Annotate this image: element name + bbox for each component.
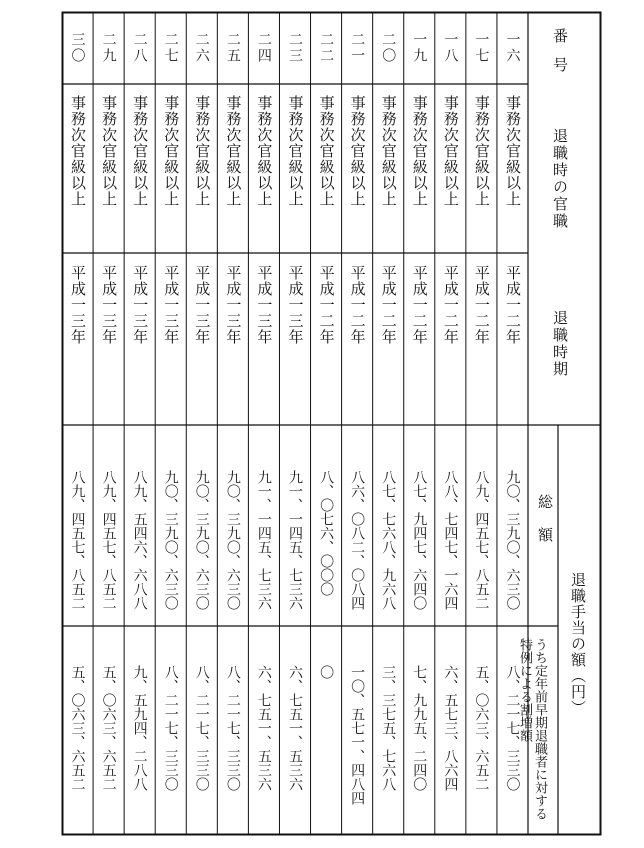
cell-position — [404, 95, 435, 207]
cell-number-text: 二八 — [131, 32, 148, 64]
cell-period — [311, 265, 342, 345]
cell-total-text: 八七、九四七、六四〇 — [411, 470, 428, 610]
cell-number-text: 一八 — [442, 32, 459, 64]
cell-number — [373, 32, 404, 64]
cell-total-text: 九〇、三九〇、六三〇 — [504, 470, 521, 610]
cell-special-text: 〇 — [318, 665, 335, 679]
header-special-text: うち定年前早期退職者に対する特例による割増額 — [517, 638, 547, 820]
cell-position — [124, 95, 155, 207]
cell-position — [93, 95, 124, 207]
cell-special-text: 三、三七五、七六八 — [380, 665, 397, 791]
cell-total — [93, 470, 124, 610]
cell-special — [279, 665, 310, 791]
cell-number-text: 二〇 — [380, 32, 397, 64]
cell-period-text: 平成一二年 — [410, 265, 429, 345]
cell-number — [124, 32, 155, 64]
cell-total — [466, 470, 497, 610]
cell-position-text: 事務次官級以上 — [193, 95, 212, 207]
cell-special-text: 九、五九四、二八八 — [131, 665, 148, 791]
cell-number — [186, 32, 217, 64]
cell-period-text: 平成一三年 — [131, 265, 150, 345]
cell-special-text: 八、二一七、三三〇 — [224, 665, 241, 791]
cell-total-text: 九〇、三九〇、六三〇 — [193, 470, 210, 610]
cell-period-text: 平成一二年 — [348, 265, 367, 345]
cell-position — [279, 95, 310, 207]
cell-total — [279, 470, 310, 610]
cell-special — [466, 665, 497, 791]
cell-position — [155, 95, 186, 207]
cell-position-text: 事務次官級以上 — [410, 95, 429, 207]
cell-total — [435, 470, 466, 610]
cell-number-text: 三〇 — [69, 32, 86, 64]
cell-special-text: 六、五七三、八六四 — [442, 665, 459, 791]
header-total: 総額 — [536, 494, 554, 560]
cell-special — [497, 665, 528, 791]
cell-position-text: 事務次官級以上 — [69, 95, 88, 207]
cell-special — [342, 665, 373, 805]
cell-number-text: 二五 — [224, 32, 241, 64]
cell-position — [466, 95, 497, 207]
cell-position-text: 事務次官級以上 — [503, 95, 522, 207]
cell-period — [279, 265, 310, 345]
header-number: 番号 — [551, 28, 569, 86]
cell-total — [248, 470, 279, 610]
cell-total-text: 八、〇七六、〇〇〇 — [318, 470, 335, 596]
cell-special — [435, 665, 466, 791]
cell-position-text: 事務次官級以上 — [162, 95, 181, 207]
cell-number — [62, 32, 93, 64]
cell-special-text: 六、七五一、五三六 — [286, 665, 303, 791]
cell-position — [186, 95, 217, 207]
cell-position-text: 事務次官級以上 — [441, 95, 460, 207]
cell-special-text: 五、〇六三、六五二 — [69, 665, 86, 791]
cell-period-text: 平成一三年 — [162, 265, 181, 345]
cell-special-text: 八、二一七、三三〇 — [193, 665, 210, 791]
cell-position-text: 事務次官級以上 — [131, 95, 150, 207]
cell-period-text: 平成一二年 — [472, 265, 491, 345]
cell-period — [497, 265, 528, 345]
cell-number-text: 二六 — [193, 32, 210, 64]
cell-period — [373, 265, 404, 345]
cell-special — [373, 665, 404, 791]
cell-total-text: 九〇、三九〇、六三〇 — [224, 470, 241, 610]
cell-number-text: 二九 — [100, 32, 117, 64]
cell-total — [217, 470, 248, 610]
cell-period — [62, 265, 93, 345]
cell-total-text: 八九、四五七、八五二 — [69, 470, 86, 610]
cell-total — [155, 470, 186, 610]
cell-position — [248, 95, 279, 207]
cell-total-text: 八八、七四七、一六四 — [442, 470, 459, 610]
cell-period-text: 平成一三年 — [69, 265, 88, 345]
cell-special — [155, 665, 186, 791]
cell-period — [248, 265, 279, 345]
cell-position-text: 事務次官級以上 — [255, 95, 274, 207]
cell-total-text: 八九、四五七、八五二 — [100, 470, 117, 610]
header-allowance: 退職手当の額（円） — [569, 572, 587, 716]
cell-number-text: 二三 — [286, 32, 303, 64]
cell-number — [404, 32, 435, 64]
cell-total — [124, 470, 155, 610]
cell-position-text: 事務次官級以上 — [317, 95, 336, 207]
cell-period — [466, 265, 497, 345]
cell-number-text: 一六 — [504, 32, 521, 64]
cell-position-text: 事務次官級以上 — [348, 95, 367, 207]
cell-period — [186, 265, 217, 345]
cell-position-text: 事務次官級以上 — [379, 95, 398, 207]
cell-total — [186, 470, 217, 610]
cell-number-text: 二二 — [318, 32, 335, 64]
cell-number — [248, 32, 279, 64]
cell-position-text: 事務次官級以上 — [100, 95, 119, 207]
cell-position — [373, 95, 404, 207]
cell-special-text: 五、〇六三、六五二 — [473, 665, 490, 791]
cell-period-text: 平成一三年 — [193, 265, 212, 345]
cell-number-text: 二一 — [349, 32, 366, 64]
cell-special-text: 七、九九五、二四〇 — [411, 665, 428, 791]
cell-period-text: 平成一二年 — [379, 265, 398, 345]
cell-number — [342, 32, 373, 64]
cell-special — [62, 665, 93, 791]
cell-period — [404, 265, 435, 345]
cell-position — [342, 95, 373, 207]
cell-period — [342, 265, 373, 345]
cell-period — [124, 265, 155, 345]
cell-number — [311, 32, 342, 64]
cell-total — [497, 470, 528, 610]
cell-special — [404, 665, 435, 791]
cell-number — [435, 32, 466, 64]
cell-position-text: 事務次官級以上 — [224, 95, 243, 207]
cell-position-text: 事務次官級以上 — [286, 95, 305, 207]
cell-special — [124, 665, 155, 791]
cell-special — [93, 665, 124, 791]
cell-special-text: 六、七五一、五三六 — [255, 665, 272, 791]
cell-number — [217, 32, 248, 64]
cell-number — [279, 32, 310, 64]
cell-total — [342, 470, 373, 610]
cell-period-text: 平成一三年 — [286, 265, 305, 345]
cell-position — [217, 95, 248, 207]
cell-period — [93, 265, 124, 345]
cell-number-text: 二四 — [255, 32, 272, 64]
cell-position — [62, 95, 93, 207]
cell-total — [62, 470, 93, 610]
cell-position — [435, 95, 466, 207]
cell-number — [466, 32, 497, 64]
cell-total-text: 八六、〇八二、〇八四 — [349, 470, 366, 610]
cell-position — [311, 95, 342, 207]
cell-total — [404, 470, 435, 610]
cell-number — [155, 32, 186, 64]
cell-period-text: 平成一二年 — [441, 265, 460, 345]
cell-special — [248, 665, 279, 791]
cell-total-text: 八九、五四六、六八八 — [131, 470, 148, 610]
cell-number — [93, 32, 124, 64]
cell-total-text: 九一、一四五、七三六 — [255, 470, 272, 610]
cell-special-text: 五、〇六三、六五二 — [100, 665, 117, 791]
cell-period — [435, 265, 466, 345]
cell-total-text: 九一、一四五、七三六 — [286, 470, 303, 610]
cell-special — [217, 665, 248, 791]
cell-position-text: 事務次官級以上 — [472, 95, 491, 207]
cell-special — [311, 665, 342, 679]
cell-number — [497, 32, 528, 64]
cell-period-text: 平成一三年 — [255, 265, 274, 345]
cell-special-text: 八、二一七、三三〇 — [504, 665, 521, 791]
cell-special — [186, 665, 217, 791]
cell-period-text: 平成一二年 — [317, 265, 336, 345]
cell-total — [373, 470, 404, 610]
cell-number-text: 一七 — [473, 32, 490, 64]
cell-period-text: 平成一三年 — [224, 265, 243, 345]
cell-period-text: 平成一二年 — [503, 265, 522, 345]
cell-total — [311, 470, 342, 596]
cell-special-text: 一〇、五七一、四八四 — [349, 665, 366, 805]
cell-period — [217, 265, 248, 345]
cell-total-text: 八九、四五七、八五二 — [473, 470, 490, 610]
cell-number-text: 一九 — [411, 32, 428, 64]
cell-total-text: 九〇、三九〇、六三〇 — [162, 470, 179, 610]
cell-period — [155, 265, 186, 345]
cell-number-text: 二七 — [162, 32, 179, 64]
header-period: 退職時期 — [551, 310, 569, 378]
cell-total-text: 八七、七六八、九六八 — [380, 470, 397, 610]
header-position: 退職時の官職 — [551, 128, 569, 230]
cell-special-text: 八、二一七、三三〇 — [162, 665, 179, 791]
cell-position — [497, 95, 528, 207]
cell-period-text: 平成一三年 — [100, 265, 119, 345]
